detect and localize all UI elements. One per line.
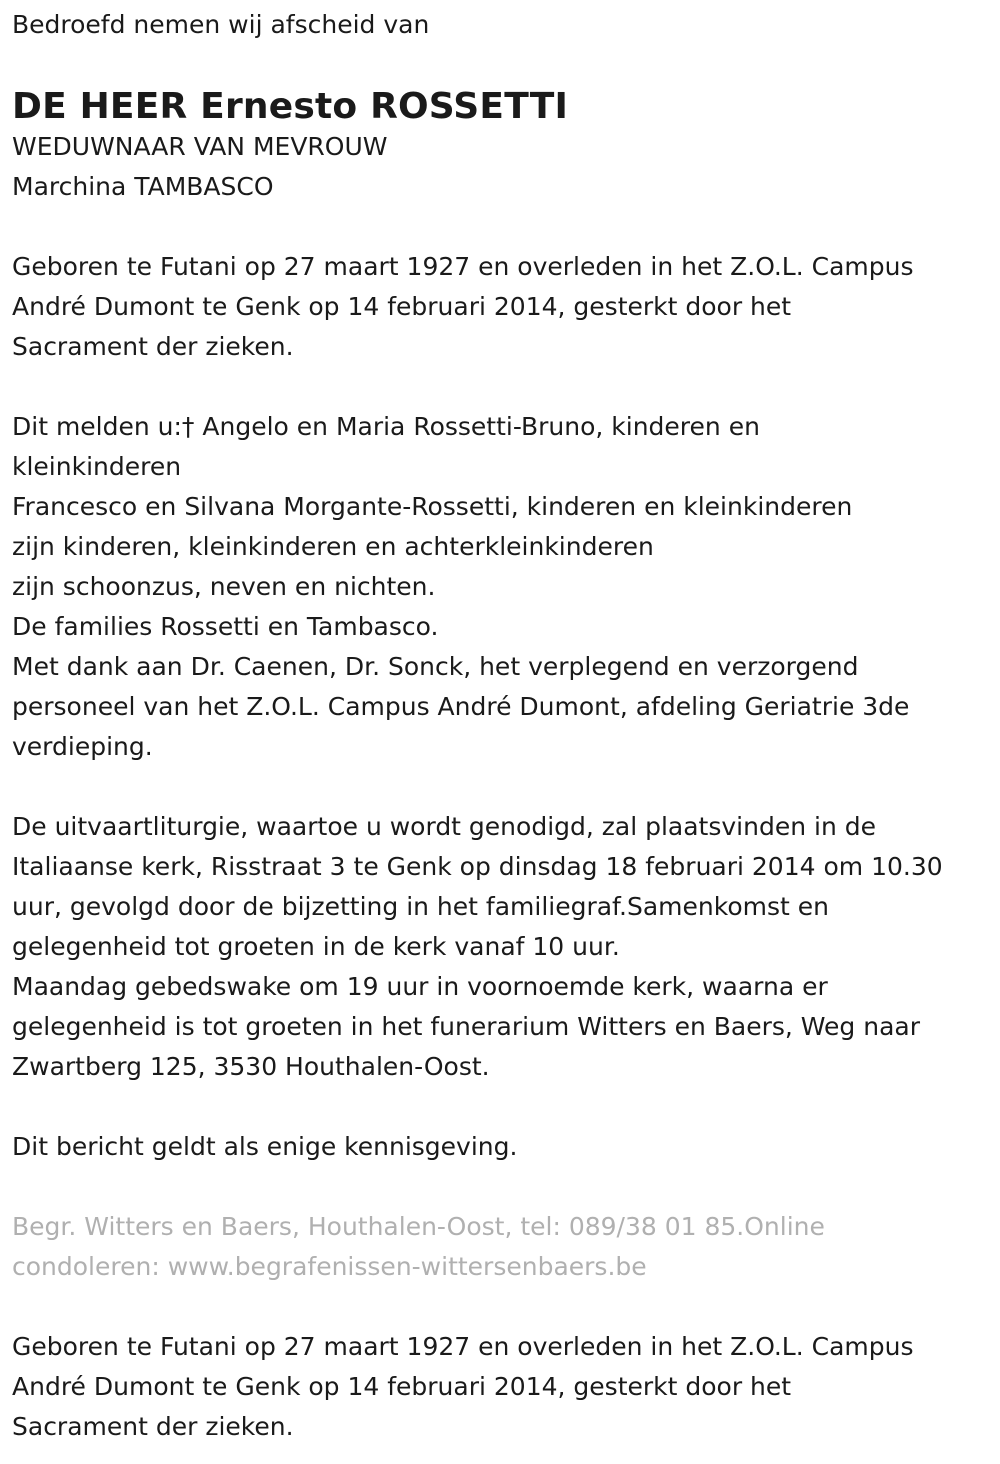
paragraph-line: Geboren te Futani op 27 maart 1927 en overleden in het Z.O.L. Campus <box>12 252 914 281</box>
spacer <box>12 767 1000 807</box>
paragraph-line: Italiaanse kerk, Risstraat 3 te Genk op dinsdag 18 februari 2014 om 10.30 <box>12 852 943 881</box>
paragraph-line: Met dank aan Dr. Caenen, Dr. Sonck, het verplegend en verzorgend <box>12 652 859 681</box>
paragraph-line: uur, gevolgd door de bijzetting in het familiegraf.Samenkomst en <box>12 892 829 921</box>
paragraph-line: gelegenheid is tot groeten in het funerarium Witters en Baers, Weg naar <box>12 1012 921 1041</box>
deceased-name: DE HEER Ernesto ROSSETTI <box>12 86 569 127</box>
paragraph-line: Sacrament der zieken. <box>12 1412 294 1441</box>
paragraph-line: zijn schoonzus, neven en nichten. <box>12 572 436 601</box>
paragraph-line: André Dumont te Genk op 14 februari 2014, gesterkt door het <box>12 1372 792 1401</box>
spouse-name: Marchina TAMBASCO <box>12 172 274 201</box>
spacer <box>12 45 1000 85</box>
paragraph-line: Zwartberg 125, 3530 Houthalen-Oost. <box>12 1052 490 1081</box>
paragraph-line: gelegenheid tot groeten in de kerk vanaf 10 uur. <box>12 932 620 961</box>
funeral-paragraph <box>12 807 1000 1087</box>
paragraph-line: Francesco en Silvana Morgante-Rossetti, kinderen en kleinkinderen <box>12 492 853 521</box>
family-paragraph <box>12 407 1000 767</box>
spacer <box>12 1287 1000 1327</box>
paragraph-line: personeel van het Z.O.L. Campus André Dumont, afdeling Geriatrie 3de <box>12 692 910 721</box>
birth-paragraph <box>12 247 1000 367</box>
undertaker-info <box>12 1207 1000 1287</box>
spacer <box>12 207 1000 247</box>
deceased-title: WEDUWNAAR VAN MEVROUW <box>12 132 388 161</box>
birth-paragraph-repeat <box>12 1327 1000 1447</box>
paragraph-line: De families Rossetti en Tambasco. <box>12 612 439 641</box>
undertaker-line: Begr. Witters en Baers, Houthalen-Oost, tel: 089/38 01 85.Online <box>12 1212 825 1241</box>
paragraph-line: André Dumont te Genk op 14 februari 2014, gesterkt door het <box>12 292 792 321</box>
spacer <box>12 1167 1000 1207</box>
spacer <box>12 367 1000 407</box>
paragraph-line: Dit melden u:† Angelo en Maria Rossetti-Bruno, kinderen en <box>12 412 760 441</box>
paragraph-line: Maandag gebedswake om 19 uur in voornoemde kerk, waarna er <box>12 972 828 1001</box>
notice-text: Dit bericht geldt als enige kennisgeving. <box>12 1132 518 1161</box>
paragraph-line: De uitvaartliturgie, waartoe u wordt genodigd, zal plaatsvinden in de <box>12 812 877 841</box>
paragraph-line: zijn kinderen, kleinkinderen en achterkleinkinderen <box>12 532 654 561</box>
paragraph-line: Geboren te Futani op 27 maart 1927 en overleden in het Z.O.L. Campus <box>12 1332 914 1361</box>
paragraph-line: Sacrament der zieken. <box>12 332 294 361</box>
paragraph-line: kleinkinderen <box>12 452 182 481</box>
paragraph-line: verdieping. <box>12 732 153 761</box>
undertaker-line: condoleren: www.begrafenissen-wittersenbaers.be <box>12 1252 647 1281</box>
intro-text: Bedroefd nemen wij afscheid van <box>12 10 430 39</box>
spacer <box>12 1087 1000 1127</box>
